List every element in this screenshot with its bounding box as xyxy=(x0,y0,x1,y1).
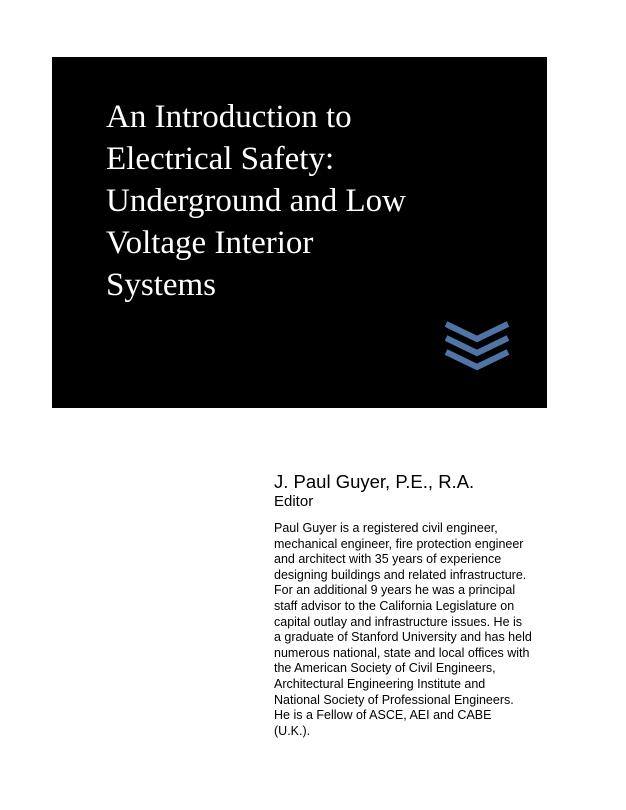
author-block xyxy=(274,471,574,511)
bio-line: National Society of Professional Engineers. xyxy=(274,692,514,707)
bio-line: and architect with 35 years of experience xyxy=(274,552,502,567)
bio-line: a graduate of Stanford University and has held xyxy=(274,630,532,645)
author-bio xyxy=(274,521,574,739)
author-name: J. Paul Guyer, P.E., R.A. xyxy=(274,471,475,492)
bio-line: Architectural Engineering Institute and xyxy=(274,676,486,691)
bio-line: the American Society of Civil Engineers, xyxy=(274,661,496,676)
bio-line: mechanical engineer, fire protection engineer xyxy=(274,536,524,551)
cover-panel xyxy=(52,57,547,408)
author-role: Editor xyxy=(274,493,314,510)
bio-line: designing buildings and related infrastructure. xyxy=(274,567,527,582)
cover-title-line-4: Voltage Interior xyxy=(106,225,314,261)
bio-line: (U.K.). xyxy=(274,723,311,738)
bio-line: capital outlay and infrastructure issues. He is xyxy=(274,614,523,629)
triple-chevron-down-icon xyxy=(442,319,512,371)
bio-line: He is a Fellow of ASCE, AEI and CABE xyxy=(274,708,492,723)
bio-line: For an additional 9 years he was a principal xyxy=(274,583,516,598)
bio-line: staff advisor to the California Legislature on xyxy=(274,598,515,613)
bio-line: numerous national, state and local offices with xyxy=(274,645,530,660)
cover-title-line-5: Systems xyxy=(106,267,217,303)
cover-title-line-3: Underground and Low xyxy=(106,183,406,219)
cover-title-line-2: Electrical Safety: xyxy=(106,141,335,177)
bio-line: Paul Guyer is a registered civil engineer, xyxy=(274,521,498,535)
cover-title-line-1: An Introduction to xyxy=(106,99,352,135)
